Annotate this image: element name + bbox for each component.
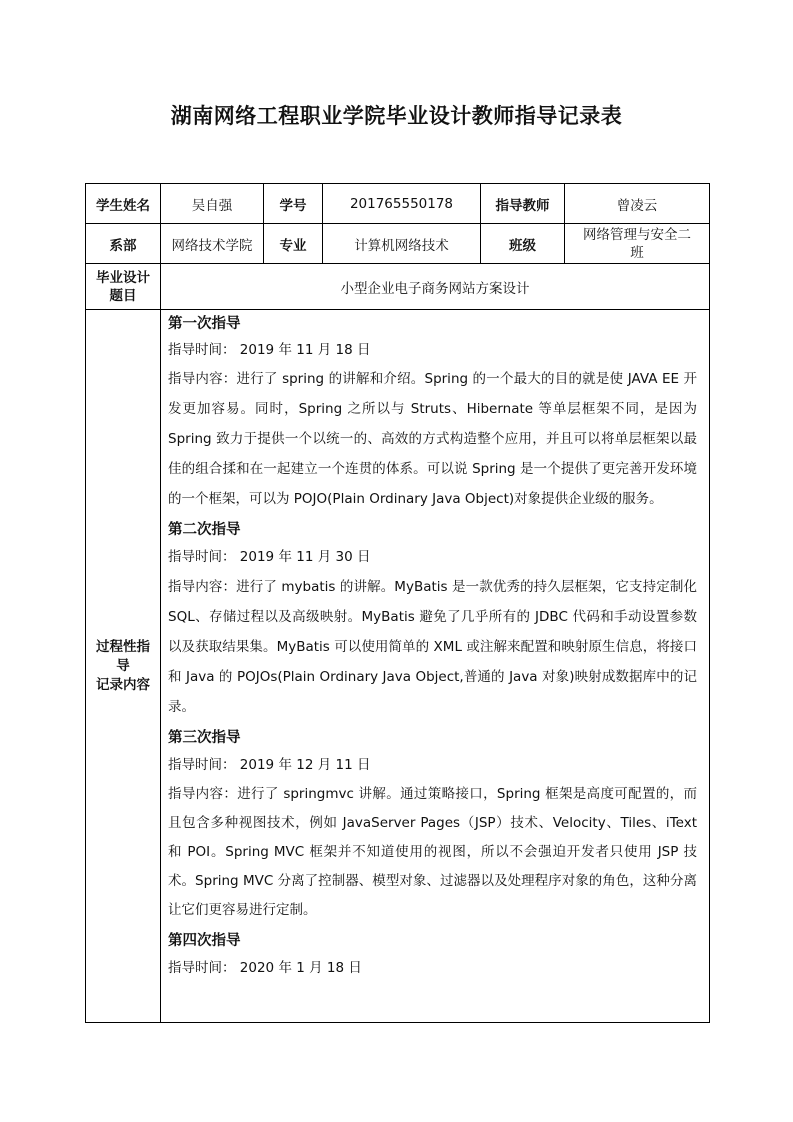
major-label: 专业: [264, 224, 323, 264]
session-content: 指导内容：进行了 spring 的讲解和介绍。Spring 的一个最大的目的就是使 JAVA EE 开发更加容易。同时，Spring 之所以与 Struts、Hibernate 等单层框架不同，是因为 Spring 致力于提供一个以统一的、高效的方式构造整个应用，并且可以将单层框架以最佳的组合揉和在一起建立一个连贯的体系。可以说 Spring 是一个提供了更完善开发环境的一个框架，可以为 POJO(Plain Ordinary Java Object)对象提供企业级的服务。: [168, 371, 697, 507]
student-id-label: 学号: [264, 184, 323, 224]
table-row: [86, 264, 710, 310]
session-time: 指导时间： 2020 年 1 月 18 日: [168, 960, 362, 976]
session-heading: 第三次指导: [168, 730, 241, 746]
session-content: 指导内容：进行了 mybatis 的讲解。MyBatis 是一款优秀的持久层框架，它支持定制化 SQL、存储过程以及高级映射。MyBatis 避免了几乎所有的 JDBC 代码和手动设置参数以及获取结果集。MyBatis 可以使用简单的 XML 或注解来配置和映射原生信息，将接口和 Java 的 POJOs(Plain Ordinary Java Object,普通的 Java 对象)映射成数据库中的记录。: [168, 579, 697, 715]
class-value-line1: 网络管理与安全二: [583, 226, 691, 243]
student-name-label: 学生姓名: [86, 184, 161, 224]
session-time: 指导时间： 2019 年 11 月 18 日: [168, 342, 371, 358]
topic-value: 小型企业电子商务网站方案设计: [161, 264, 710, 310]
class-value: [565, 224, 710, 264]
process-label-line1: 过程性指: [96, 638, 150, 655]
teacher-label: 指导教师: [481, 184, 565, 224]
major-value: 计算机网络技术: [323, 224, 481, 264]
topic-label: [86, 264, 161, 310]
page-title: 湖南网络工程职业学院毕业设计教师指导记录表: [170, 104, 623, 128]
process-content: [161, 310, 710, 1023]
student-id-value: 201765550178: [323, 184, 481, 224]
process-label: [86, 310, 161, 1023]
dept-value: 网络技术学院: [161, 224, 264, 264]
session-time: 指导时间： 2019 年 11 月 30 日: [168, 549, 371, 565]
topic-label-line1: 毕业设计: [96, 269, 150, 286]
table-row: [86, 184, 710, 224]
process-label-line2: 导: [116, 657, 130, 674]
session-content: 指导内容：进行了 springmvc 讲解。通过策略接口，Spring 框架是高度可配置的，而且包含多种视图技术，例如 JavaServer Pages（JSP）技术、Velocity、Tiles、iText 和 POI。Spring MVC 框架并不知道使用的视图，所以不会强迫开发者只使用 JSP 技术。Spring MVC 分离了控制器、模型对象、过滤器以及处理程序对象的角色，这种分离让它们更容易进行定制。: [168, 786, 697, 918]
guidance-record-table: [85, 183, 710, 1023]
topic-label-line2: 题目: [109, 287, 137, 304]
class-label: 班级: [481, 224, 565, 264]
session-heading: 第二次指导: [168, 522, 241, 538]
session-heading: 第四次指导: [168, 933, 241, 949]
teacher-value: 曾凌云: [565, 184, 710, 224]
session-heading: 第一次指导: [168, 316, 241, 332]
dept-label: 系部: [86, 224, 161, 264]
class-value-line2: 班: [630, 244, 644, 261]
table-row: [86, 224, 710, 264]
session-time: 指导时间： 2019 年 12 月 11 日: [168, 757, 371, 773]
table-row: [86, 310, 710, 1023]
student-name-value: 吴自强: [161, 184, 264, 224]
process-label-line3: 记录内容: [96, 676, 150, 693]
